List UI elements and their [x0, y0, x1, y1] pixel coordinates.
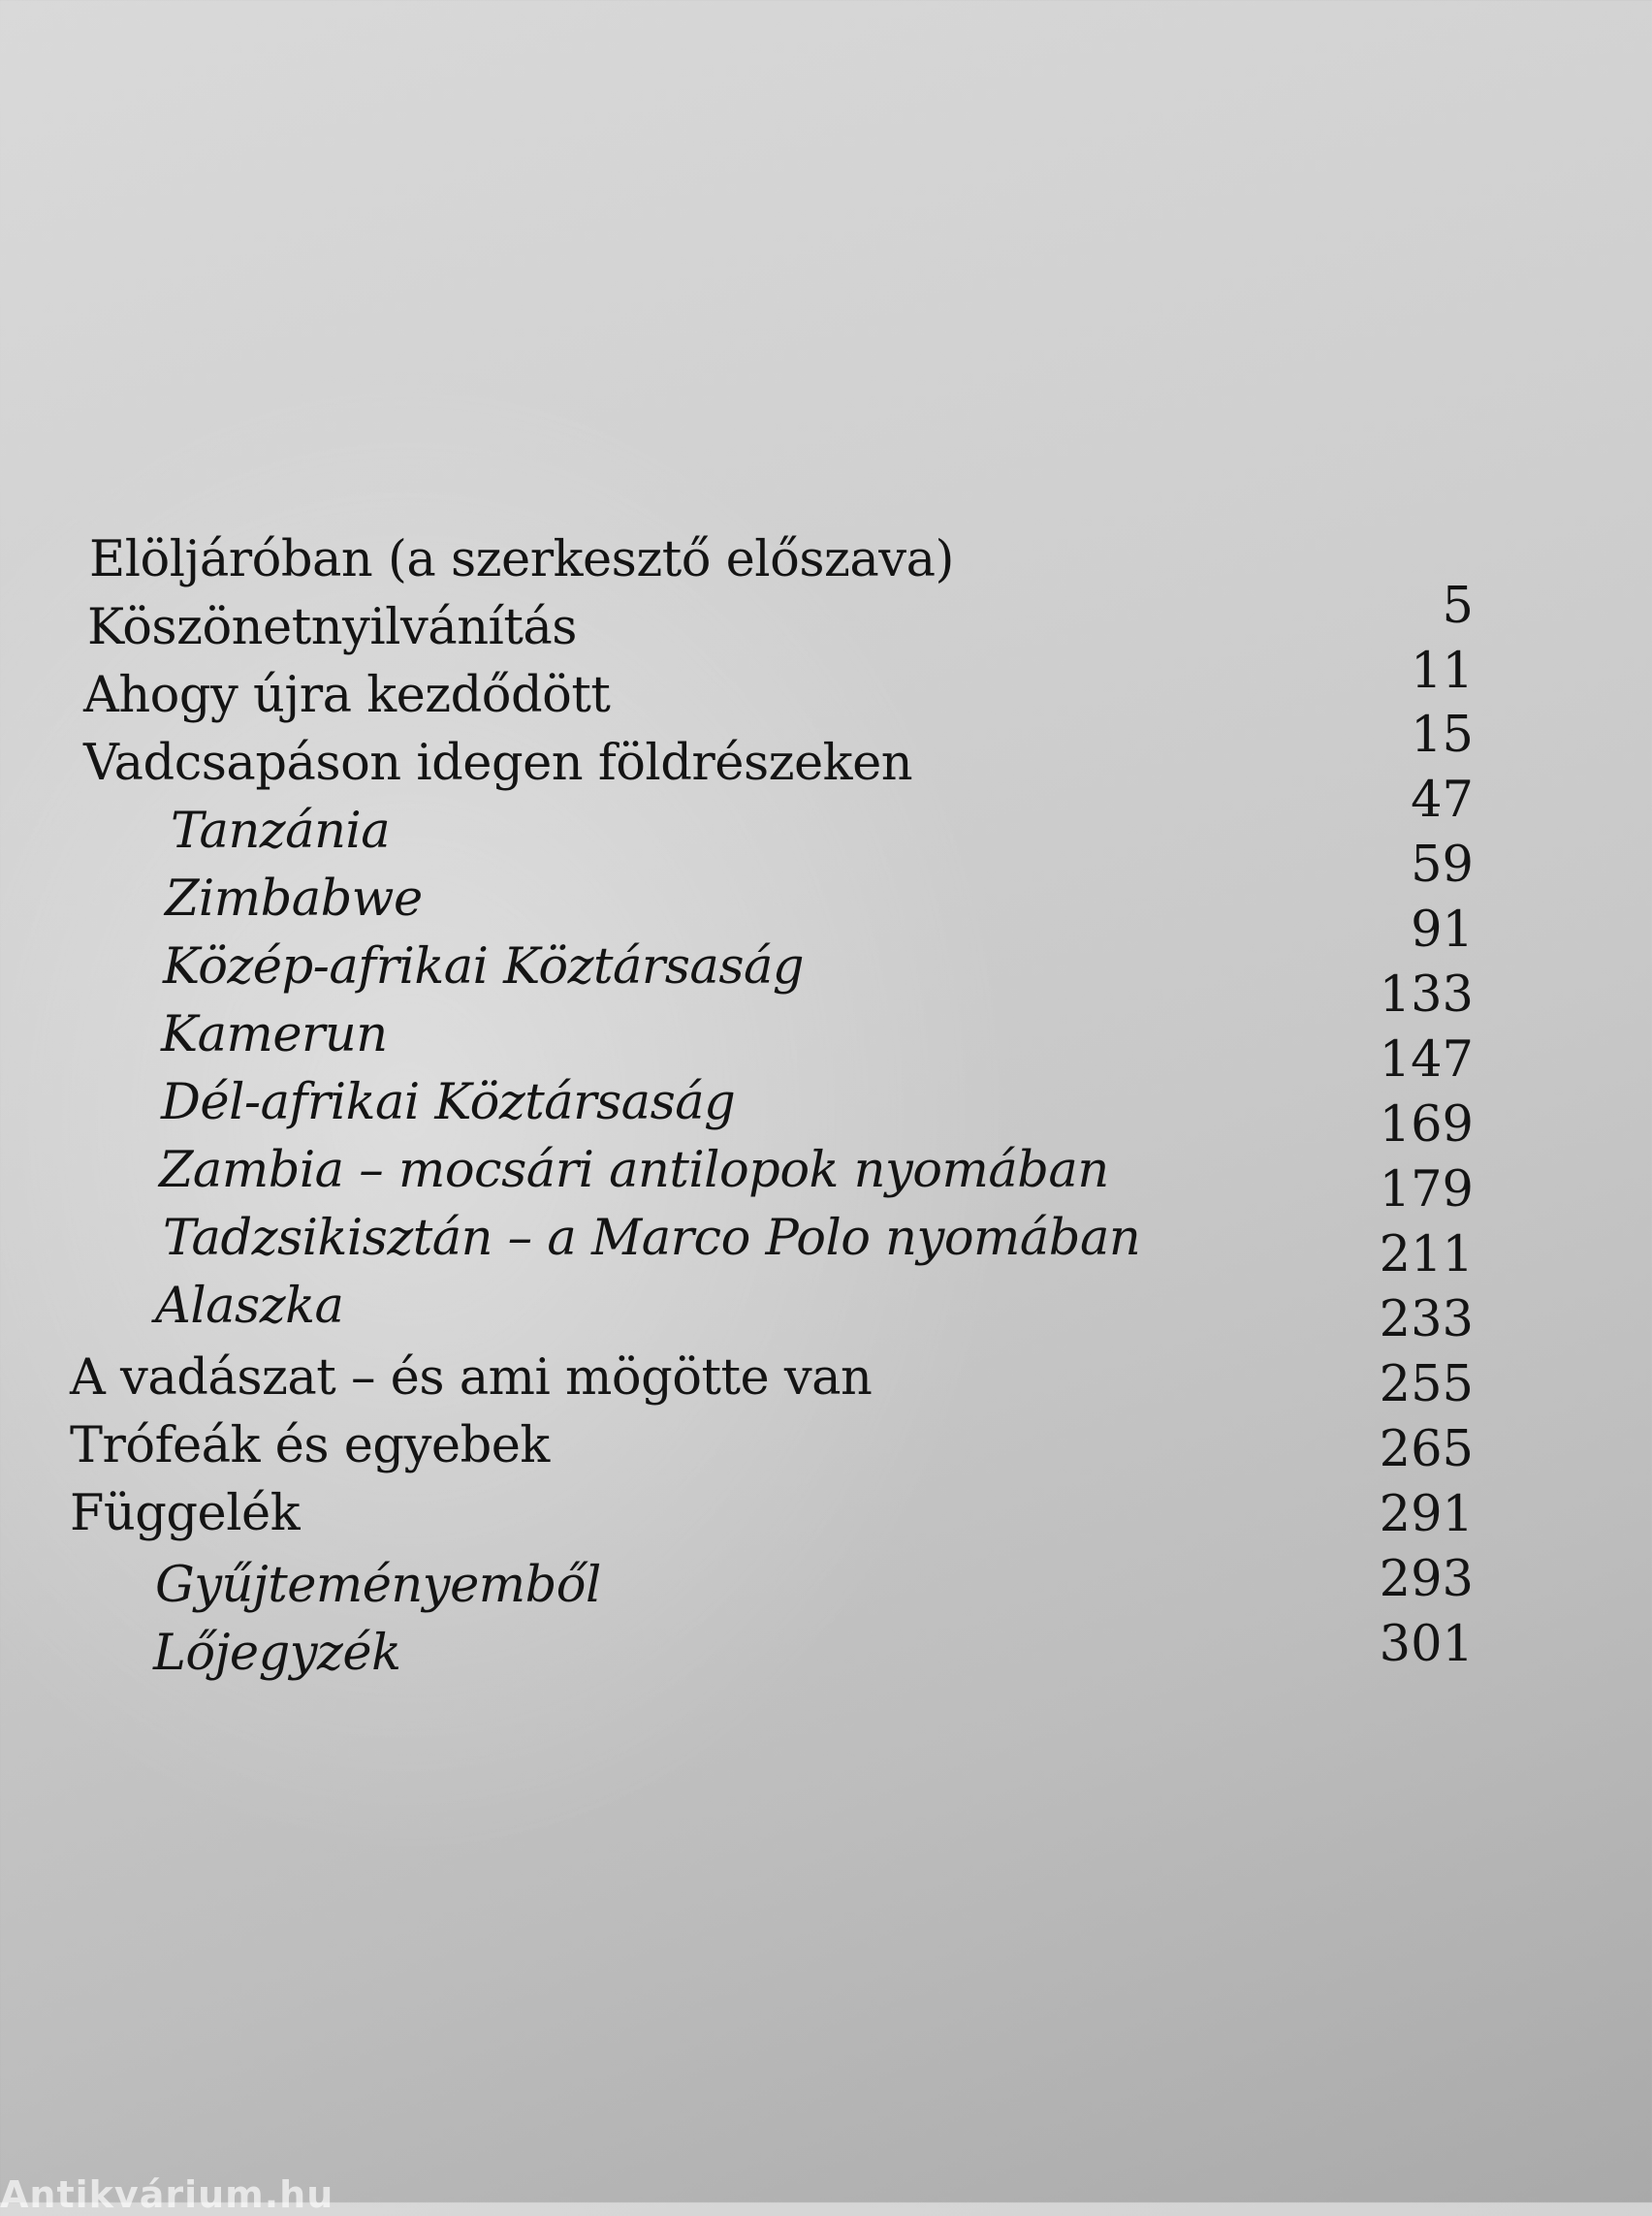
toc-entry-subtitle: Tadzsikisztán – a Marco Polo nyomában — [163, 1210, 1141, 1267]
toc-page-number: 265 — [1379, 1421, 1474, 1478]
toc-page-number: 91 — [1411, 902, 1474, 959]
toc-entry-subtitle: Zimbabwe — [165, 871, 423, 928]
toc-page-number: 133 — [1379, 966, 1474, 1024]
toc-entry-title: A vadászat – és ami mögötte van — [70, 1349, 873, 1407]
toc-entry-title: Függelék — [70, 1485, 301, 1542]
toc-entry-title: Vadcsapáson idegen földrészeken — [83, 735, 913, 792]
toc-page-number: 291 — [1379, 1486, 1474, 1543]
toc-entry-title: Ahogy újra kezdődött — [83, 667, 611, 724]
toc-entry-subtitle: Kamerun — [161, 1006, 388, 1063]
toc-entry-subtitle: Lőjegyzék — [153, 1625, 401, 1682]
toc-entry-subtitle: Tanzánia — [171, 803, 391, 860]
toc-page-number: 255 — [1379, 1356, 1474, 1413]
toc-entry-title: Trófeák és egyebek — [70, 1417, 550, 1474]
toc-page-number: 5 — [1442, 578, 1474, 635]
watermark-logo: Antikvárium.hu — [0, 2173, 334, 2216]
toc-page-number: 59 — [1411, 837, 1474, 894]
toc-entry-subtitle: Alaszka — [155, 1278, 344, 1335]
toc-page-number: 301 — [1379, 1616, 1474, 1673]
toc-page-number: 47 — [1411, 772, 1474, 829]
toc-page-number: 169 — [1379, 1096, 1474, 1154]
toc-page-number: 211 — [1379, 1226, 1474, 1283]
toc-page-number: 233 — [1379, 1291, 1474, 1348]
toc-page-number: 147 — [1379, 1031, 1474, 1089]
toc-entry-subtitle: Gyűjteményemből — [155, 1557, 601, 1614]
toc-entry-subtitle: Közép-afrikai Köztársaság — [163, 938, 805, 996]
toc-page-number: 179 — [1379, 1161, 1474, 1219]
toc-page-number: 11 — [1411, 643, 1474, 700]
toc-entry-title: Elöljáróban (a szerkesztő előszava) — [89, 531, 954, 588]
toc-entry-subtitle: Dél-afrikai Köztársaság — [161, 1074, 736, 1131]
toc-page-number: 15 — [1411, 707, 1474, 764]
toc-entry-title: Köszönetnyilvánítás — [87, 599, 577, 656]
toc-page-number: 293 — [1379, 1551, 1474, 1608]
toc-entry-subtitle: Zambia – mocsári antilopok nyomában — [159, 1142, 1109, 1199]
